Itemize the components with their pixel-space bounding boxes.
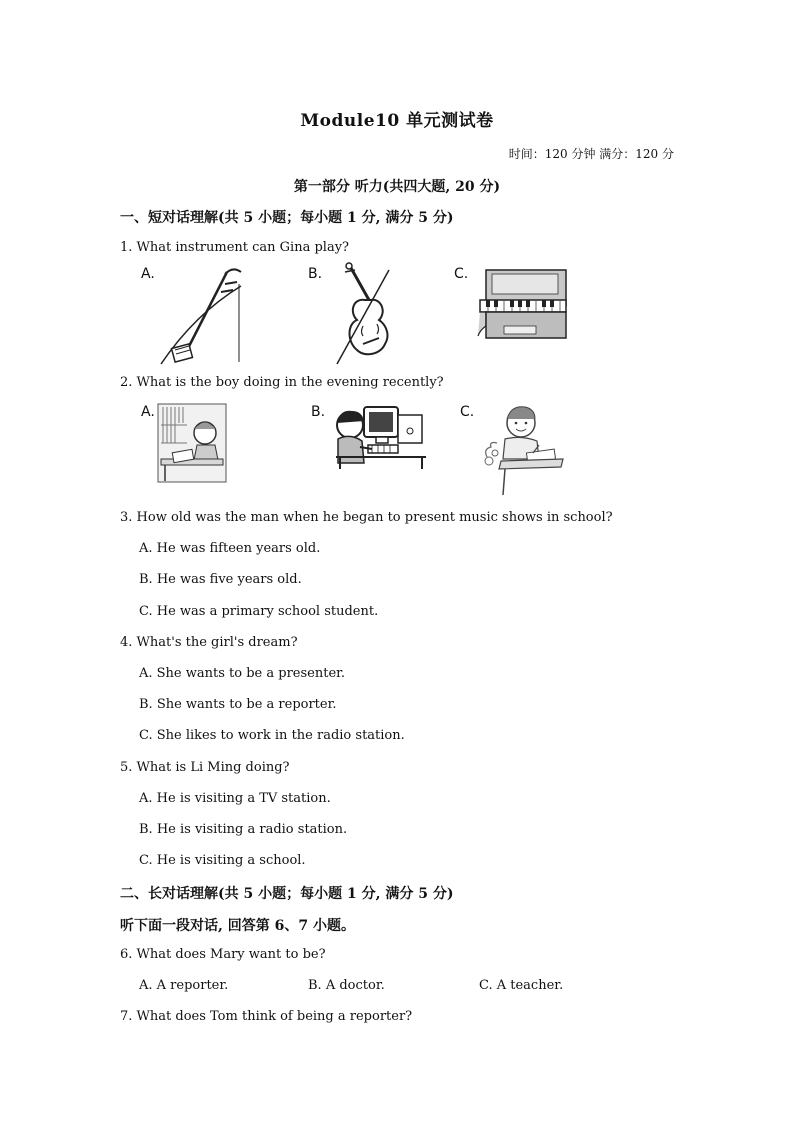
- boy-writing-icon[interactable]: [481, 401, 565, 497]
- piano-icon[interactable]: [474, 266, 570, 342]
- q4-option-c[interactable]: C. She likes to work in the radio station.: [139, 728, 405, 743]
- question-4: 4. What's the girl's dream?: [120, 635, 298, 650]
- question-3: 3. How old was the man when he began to present music shows in school?: [120, 510, 613, 525]
- q6-option-c[interactable]: C. A teacher.: [479, 978, 564, 993]
- q2-option-b-label[interactable]: B.: [311, 404, 326, 420]
- q6-option-a[interactable]: A. A reporter.: [139, 978, 229, 993]
- section-1-heading: 一、短对话理解(共 5 小题；每小题 1 分, 满分 5 分): [120, 210, 454, 226]
- boy-using-computer-icon[interactable]: [334, 403, 428, 471]
- question-7: 7. What does Tom think of being a reporter?: [120, 1009, 413, 1024]
- q6-option-b[interactable]: B. A doctor.: [308, 978, 385, 993]
- section-2-heading: 二、长对话理解(共 5 小题；每小题 1 分, 满分 5 分): [120, 886, 454, 902]
- question-5: 5. What is Li Ming doing?: [120, 760, 290, 775]
- q5-option-a[interactable]: A. He is visiting a TV station.: [139, 791, 331, 806]
- page-title: Module10 单元测试卷: [300, 111, 494, 131]
- question-1: 1. What instrument can Gina play?: [120, 240, 350, 255]
- violin-icon[interactable]: [325, 262, 405, 368]
- q5-option-b[interactable]: B. He is visiting a radio station.: [139, 822, 348, 837]
- q4-option-b[interactable]: B. She wants to be a reporter.: [139, 697, 337, 712]
- q3-option-b[interactable]: B. He was five years old.: [139, 572, 302, 587]
- q4-option-a[interactable]: A. She wants to be a presenter.: [139, 666, 346, 681]
- q2-option-a-label[interactable]: A.: [141, 404, 155, 420]
- q3-option-c[interactable]: C. He was a primary school student.: [139, 604, 379, 619]
- q1-option-c-label[interactable]: C.: [454, 266, 469, 282]
- q1-option-b-label[interactable]: B.: [308, 266, 323, 282]
- exam-meta: 时间：120 分钟 满分：120 分: [508, 147, 674, 161]
- boy-reading-at-desk-icon[interactable]: [157, 403, 227, 483]
- question-2: 2. What is the boy doing in the evening recently?: [120, 375, 444, 390]
- q2-option-c-label[interactable]: C.: [460, 404, 475, 420]
- erhu-icon[interactable]: [155, 264, 255, 368]
- q3-option-a[interactable]: A. He was fifteen years old.: [139, 541, 321, 556]
- q1-option-a-label[interactable]: A.: [141, 266, 155, 282]
- question-6: 6. What does Mary want to be?: [120, 947, 326, 962]
- q5-option-c[interactable]: C. He is visiting a school.: [139, 853, 306, 868]
- part-title: 第一部分 听力(共四大题, 20 分): [293, 179, 501, 195]
- listening-instruction: 听下面一段对话, 回答第 6、7 小题。: [120, 918, 355, 934]
